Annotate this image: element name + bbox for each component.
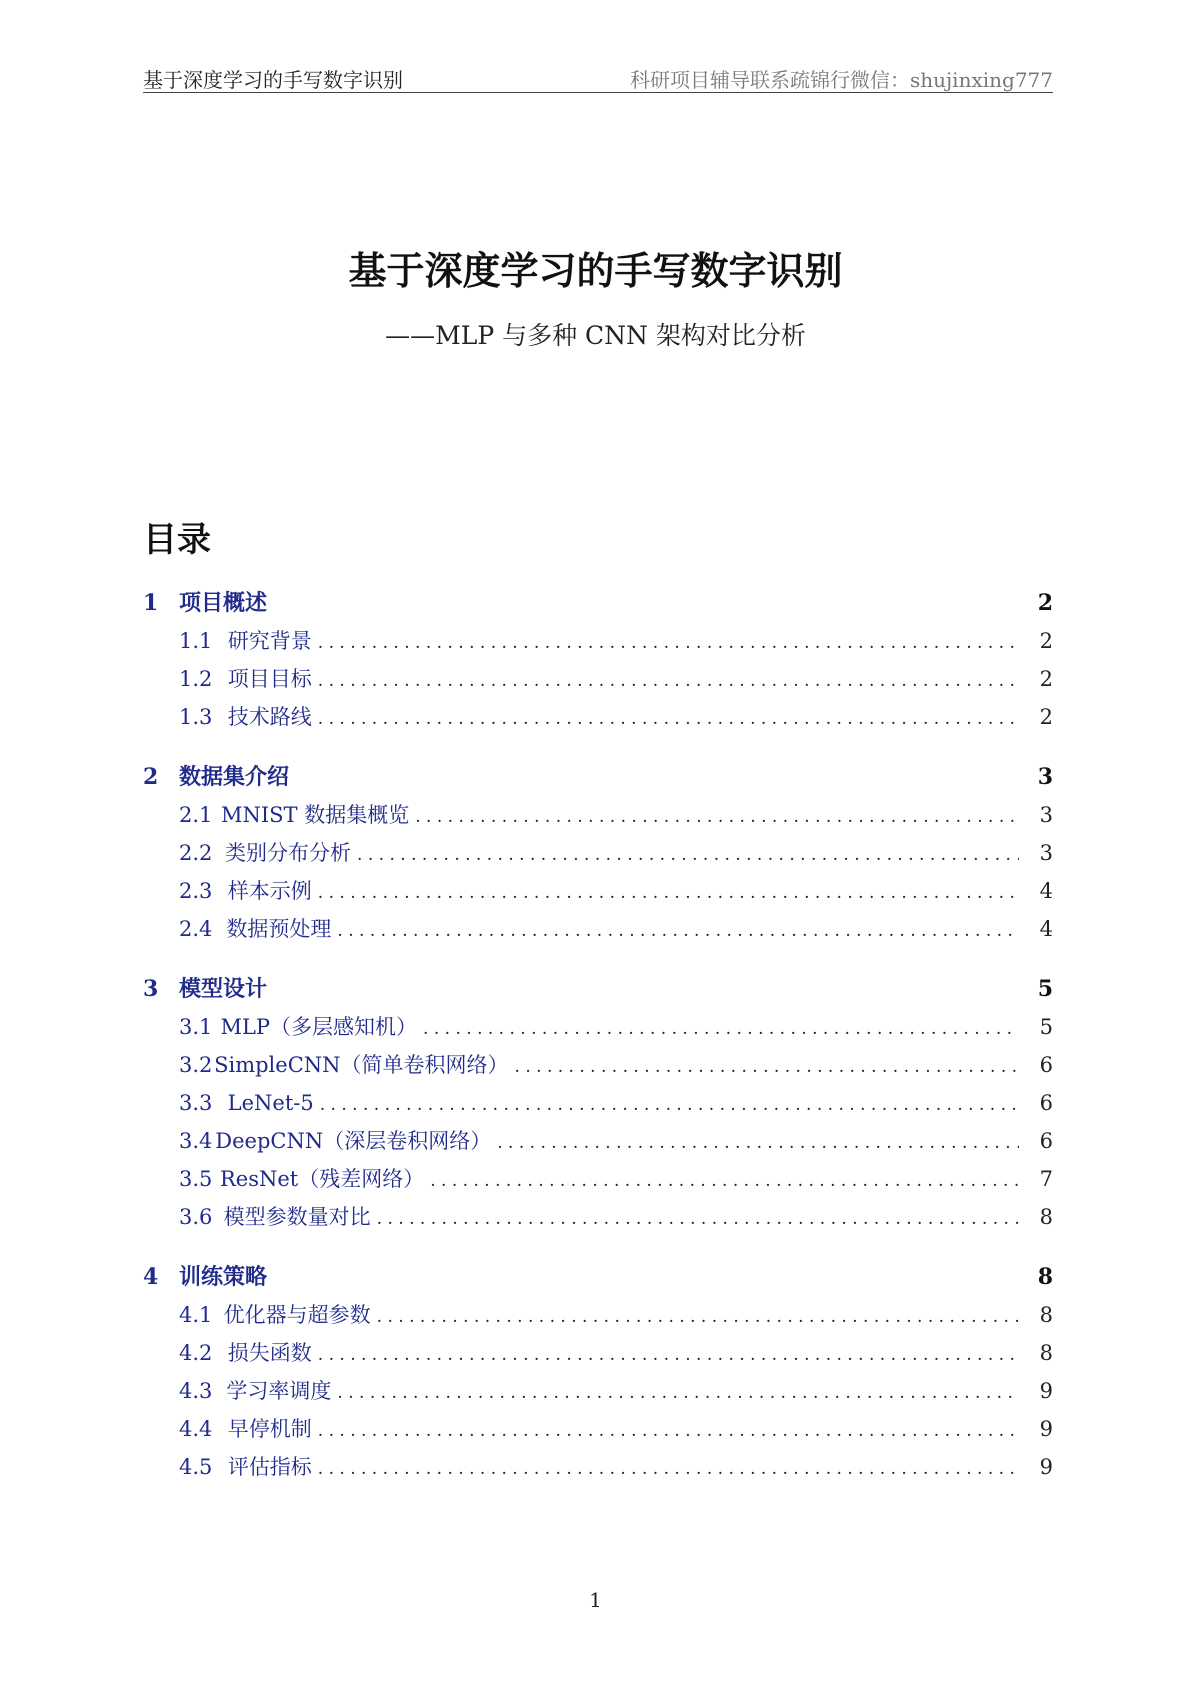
toc-entry-label: 训练策略 [179, 1264, 268, 1290]
toc-entry-label: 类别分布分析 [225, 841, 352, 865]
toc-dot-leader [415, 798, 1019, 836]
toc-subsection-link[interactable] [143, 1198, 1053, 1236]
toc-subsection-link[interactable] [143, 910, 1053, 948]
toc-entry-page: 3 [1037, 764, 1053, 790]
toc-subsection-link[interactable] [143, 622, 1053, 660]
header-right-contact: 科研项目辅导联系疏锦行微信：shujinxing777 [629, 68, 1053, 92]
toc-entry-page: 9 [1039, 1379, 1053, 1403]
toc-subsection-link[interactable] [143, 1372, 1053, 1410]
toc-entry-label: 技术路线 [227, 705, 312, 729]
toc-dot-leader [497, 1124, 1019, 1162]
toc-subsection-link[interactable] [143, 796, 1053, 834]
toc-entry-page: 3 [1039, 803, 1053, 827]
toc-dot-leader [318, 1412, 1019, 1450]
toc-entry-label: 项目目标 [227, 667, 312, 691]
toc-entry-page: 4 [1039, 917, 1053, 941]
toc-entry-label: 数据预处理 [226, 917, 332, 941]
toc-subsection-link[interactable] [143, 1122, 1053, 1160]
toc-subsection-link[interactable] [143, 660, 1053, 698]
toc-chapter-link[interactable] [143, 584, 1053, 622]
page-number: 1 [589, 1588, 602, 1612]
toc-entry-number: 4.2 [179, 1341, 213, 1365]
header-left-title: 基于深度学习的手写数字识别 [143, 68, 403, 92]
toc-subsection-link[interactable] [143, 1410, 1053, 1448]
running-header [143, 62, 1053, 93]
toc-dot-leader [337, 912, 1019, 950]
toc-entry-page: 5 [1037, 976, 1053, 1002]
toc-entry-number: 3.2 [179, 1053, 213, 1077]
toc-entry-page: 2 [1039, 667, 1053, 691]
toc-entry-page: 4 [1039, 879, 1053, 903]
toc-entry-page: 5 [1039, 1015, 1053, 1039]
toc-entry-number: 4.1 [179, 1303, 213, 1327]
toc-subsection-link[interactable] [143, 1448, 1053, 1486]
toc-dot-leader [318, 1450, 1019, 1488]
toc-section [143, 758, 1053, 948]
toc-entry-label: SimpleCNN（简单卷积网络） [214, 1053, 509, 1077]
toc-dot-leader [377, 1200, 1019, 1238]
toc-entry-label: DeepCNN（深层卷积网络） [215, 1129, 492, 1153]
toc-chapter-link[interactable] [143, 758, 1053, 796]
toc-entry-label: 早停机制 [227, 1417, 312, 1441]
toc-entry-number: 3.1 [179, 1015, 213, 1039]
toc-chapter-link[interactable] [143, 1258, 1053, 1296]
toc-entry-page: 2 [1037, 590, 1053, 616]
toc-entry-number: 1.3 [179, 705, 213, 729]
toc-entry-number: 4 [143, 1264, 159, 1290]
toc-entry-page: 2 [1039, 705, 1053, 729]
toc-subsection-link[interactable] [143, 1334, 1053, 1372]
toc-entry-number: 4.5 [179, 1455, 213, 1479]
toc-subsection-link[interactable] [143, 1160, 1053, 1198]
toc-dot-leader [423, 1010, 1019, 1048]
toc-entry-label: MNIST 数据集概览 [220, 803, 410, 827]
toc-dot-leader [318, 700, 1019, 738]
toc-entry-number: 2.2 [179, 841, 213, 865]
toc-entry-label: 模型参数量对比 [223, 1205, 371, 1229]
toc-entry-label: 评估指标 [227, 1455, 312, 1479]
toc-entry-label: 损失函数 [227, 1341, 312, 1365]
toc-entry-label: ResNet（残差网络） [219, 1167, 425, 1191]
table-of-contents [143, 584, 1053, 1508]
toc-entry-number: 3.3 [179, 1091, 213, 1115]
toc-entry-number: 4.3 [179, 1379, 213, 1403]
toc-entry-page: 6 [1039, 1129, 1053, 1153]
toc-dot-leader [377, 1298, 1019, 1336]
toc-dot-leader [318, 662, 1019, 700]
toc-subsection-link[interactable] [143, 698, 1053, 736]
toc-entry-number: 2 [143, 764, 159, 790]
document-subtitle: ——MLP 与多种 CNN 架构对比分析 [385, 321, 806, 350]
toc-entry-page: 3 [1039, 841, 1053, 865]
toc-entry-label: MLP（多层感知机） [220, 1015, 418, 1039]
toc-entry-page: 6 [1039, 1053, 1053, 1077]
toc-dot-leader [337, 1374, 1019, 1412]
toc-entry-number: 3.6 [179, 1205, 213, 1229]
toc-entry-number: 3.4 [179, 1129, 213, 1153]
toc-entry-label: 数据集介绍 [179, 764, 290, 790]
toc-dot-leader [515, 1048, 1019, 1086]
toc-dot-leader [430, 1162, 1019, 1200]
toc-entry-number: 2.3 [179, 879, 213, 903]
toc-subsection-link[interactable] [143, 1046, 1053, 1084]
toc-dot-leader [357, 836, 1019, 874]
toc-heading: 目录 [143, 520, 211, 560]
toc-subsection-link[interactable] [143, 1008, 1053, 1046]
toc-entry-page: 2 [1039, 629, 1053, 653]
toc-subsection-link[interactable] [143, 1296, 1053, 1334]
toc-entry-number: 4.4 [179, 1417, 213, 1441]
toc-dot-leader [318, 874, 1019, 912]
toc-entry-page: 7 [1039, 1167, 1053, 1191]
toc-section [143, 970, 1053, 1236]
toc-chapter-link[interactable] [143, 970, 1053, 1008]
toc-subsection-link[interactable] [143, 1084, 1053, 1122]
toc-entry-number: 1.1 [179, 629, 213, 653]
toc-dot-leader [318, 624, 1019, 662]
toc-entry-page: 8 [1037, 1264, 1053, 1290]
toc-entry-page: 8 [1039, 1341, 1053, 1365]
toc-entry-page: 9 [1039, 1455, 1053, 1479]
toc-entry-number: 3 [143, 976, 159, 1002]
toc-dot-leader [318, 1336, 1019, 1374]
toc-entry-number: 1 [143, 590, 159, 616]
toc-entry-label: 学习率调度 [226, 1379, 332, 1403]
toc-section [143, 584, 1053, 736]
toc-entry-label: 模型设计 [179, 976, 268, 1002]
toc-entry-number: 2.4 [179, 917, 213, 941]
toc-entry-page: 6 [1039, 1091, 1053, 1115]
toc-entry-page: 8 [1039, 1205, 1053, 1229]
toc-entry-number: 3.5 [179, 1167, 213, 1191]
toc-section [143, 1258, 1053, 1486]
document-title: 基于深度学习的手写数字识别 [348, 248, 843, 293]
toc-entry-page: 9 [1039, 1417, 1053, 1441]
toc-subsection-link[interactable] [143, 834, 1053, 872]
toc-entry-label: 研究背景 [227, 629, 312, 653]
toc-entry-number: 1.2 [179, 667, 213, 691]
toc-entry-label: LeNet-5 [227, 1091, 314, 1115]
toc-subsection-link[interactable] [143, 872, 1053, 910]
toc-entry-number: 2.1 [179, 803, 213, 827]
toc-entry-label: 项目概述 [179, 590, 268, 616]
toc-entry-page: 8 [1039, 1303, 1053, 1327]
toc-dot-leader [320, 1086, 1019, 1124]
toc-entry-label: 优化器与超参数 [223, 1303, 371, 1327]
toc-entry-label: 样本示例 [227, 879, 312, 903]
